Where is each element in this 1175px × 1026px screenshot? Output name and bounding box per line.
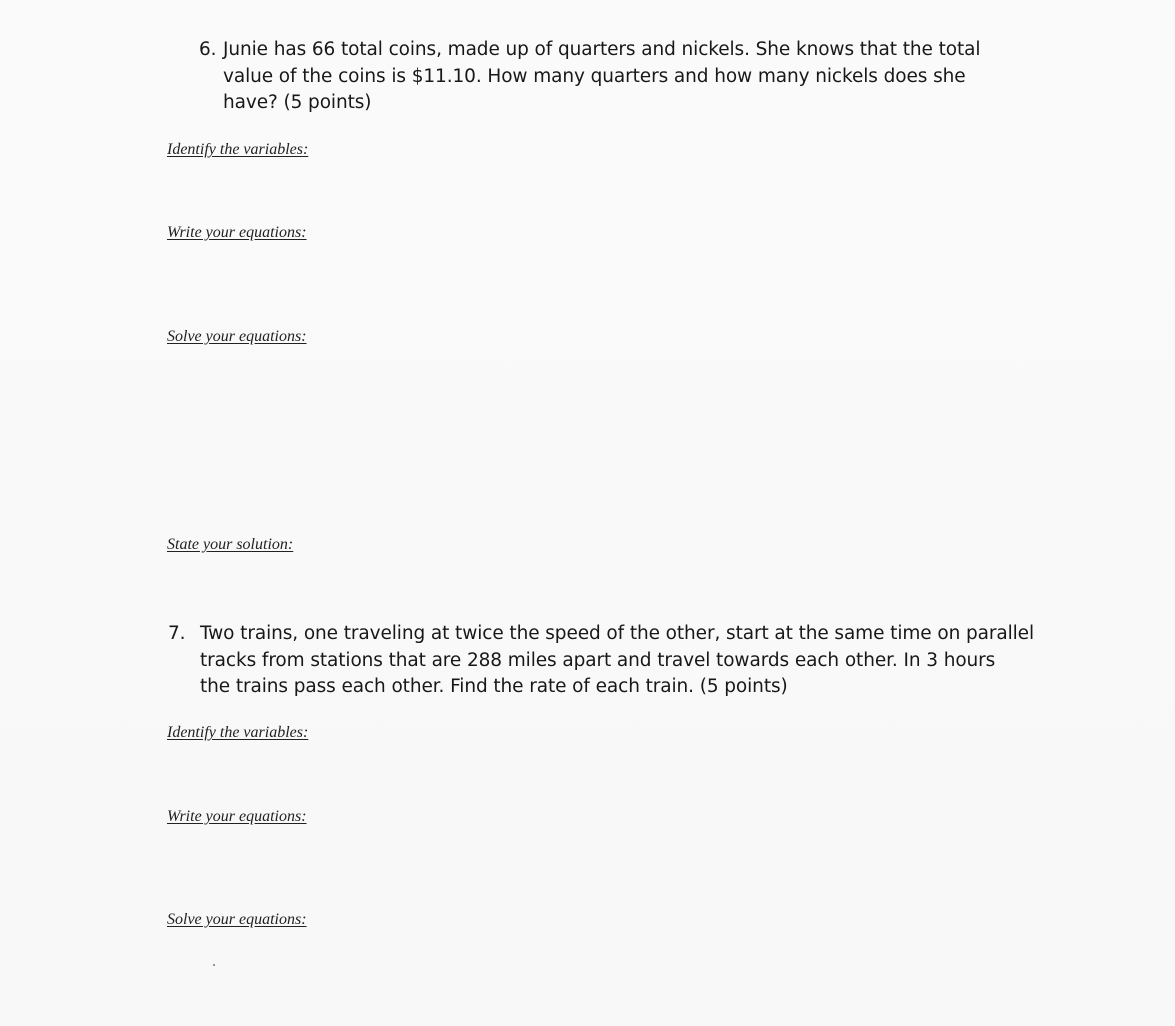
write-equations-prompt: Write your equations: bbox=[167, 808, 307, 825]
question-text: Junie has 66 total coins, made up of quarters and nickels. She knows that the total value of the coins is $11.10. How many quarters and how many nickels does she have? (5 points) bbox=[223, 39, 981, 113]
identify-variables-prompt: Identify the variables: bbox=[167, 141, 309, 158]
state-solution-prompt: State your solution: bbox=[167, 536, 294, 553]
question-text: Two trains, one traveling at twice the speed of the other, start at the same time on parallel tracks from stations that are 288 miles apart and travel towards each other. In 3 hours the trains pass each other. Find the rate of each train. (5 points) bbox=[200, 623, 1034, 697]
bleed-through-text bbox=[180, 30, 185, 51]
identify-variables-prompt: Identify the variables: bbox=[167, 724, 309, 741]
solve-equations-prompt: Solve your equations: bbox=[167, 328, 307, 345]
solve-equations-prompt: Solve your equations: bbox=[167, 911, 307, 928]
write-equations-prompt: Write your equations: bbox=[167, 224, 307, 241]
question-number: 6. bbox=[199, 39, 217, 60]
stray-mark bbox=[213, 964, 215, 966]
question-number: 7. bbox=[168, 623, 186, 644]
